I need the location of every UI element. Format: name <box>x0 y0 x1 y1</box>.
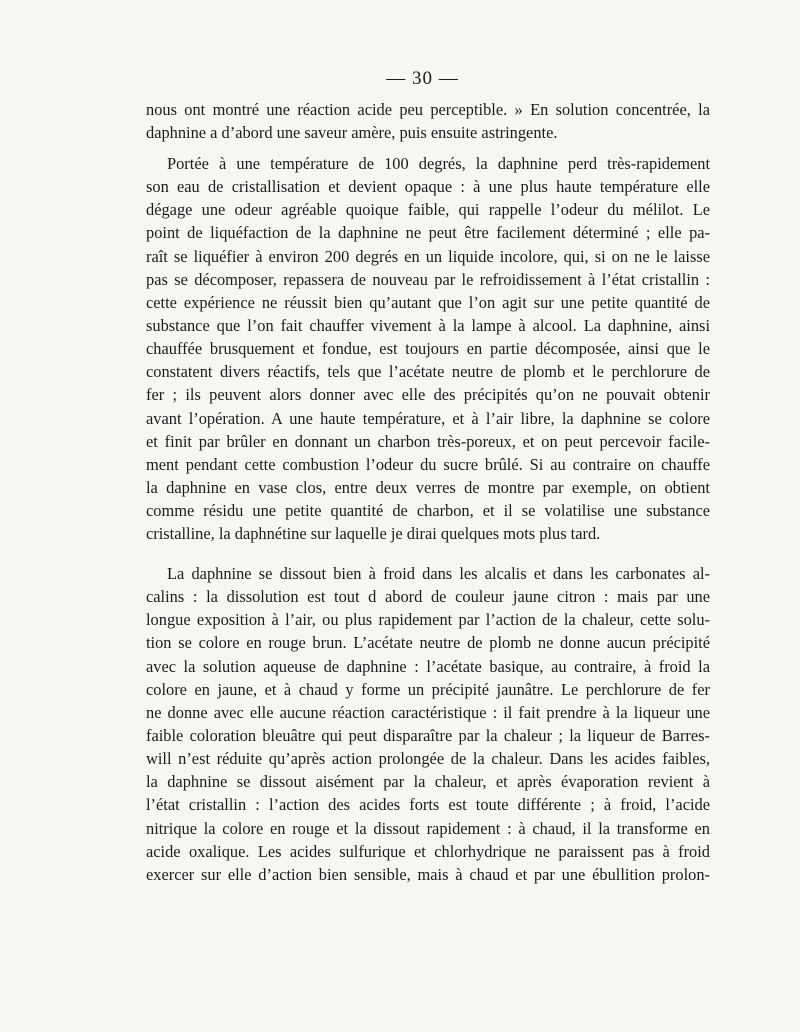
text-line: raît se liquéfier à environ 200 degrés en un liquide incolore, qui, si on ne le laisse <box>146 246 710 266</box>
paragraph-1 <box>146 98 710 144</box>
paragraph-2 <box>146 152 710 545</box>
text-line: comme résidu une petite quantité de charbon, et il se volatilise une substance <box>146 501 710 521</box>
text-line: ment pendant cette combustion l’odeur du sucre brûlé. Si au contraire on chauffe <box>146 454 710 474</box>
text-line: longue exposition à l’air, ou plus rapidement par l’action de la chaleur, cette solu- <box>146 610 710 630</box>
text-line: cette expérience ne réussit bien qu’autant que l’on agit sur une petite quantité de <box>146 292 710 312</box>
text-line: l’état cristallin : l’action des acides forts est toute différente ; à froid, l’acide <box>146 795 710 815</box>
text-line: cristalline, la daphnétine sur laquelle je dirai quelques mots plus tard. <box>146 524 601 544</box>
text-line: colore en jaune, et à chaud y forme un précipité jaunâtre. Le perchlorure de fer <box>146 679 710 699</box>
text-line: exercer sur elle d’action bien sensible, mais à chaud et par une ébullition prolon- <box>146 864 710 884</box>
text-line: la daphnine se dissout aisément par la chaleur, et après évaporation revient à <box>146 772 710 792</box>
paragraph-3 <box>146 562 710 886</box>
text-line: will n’est réduite qu’après action prolongée de la chaleur. Dans les acides faibles, <box>146 749 710 769</box>
text-line: chauffée brusquement et fondue, est toujours en partie décomposée, ainsi que le <box>146 339 710 359</box>
text-line: nous ont montré une réaction acide peu perceptible. » En solution concentrée, la <box>146 100 710 119</box>
text-line: et finit par brûler en donnant un charbon très-poreux, et on peut percevoir facile- <box>146 431 710 451</box>
text-line: calins : la dissolution est tout d abord de couleur jaune citron : mais par une <box>146 587 710 607</box>
text-line: constatent divers réactifs, tels que l’acétate neutre de plomb et le perchlorure de <box>146 362 710 382</box>
page-number: — 30 — <box>386 68 459 89</box>
text-line: la daphnine en vase clos, entre deux verres de montre par exemple, on obtient <box>146 477 710 497</box>
text-line: son eau de cristallisation et devient opaque : à une plus haute température elle <box>146 177 710 197</box>
text-line: ne donne avec elle aucune réaction caractéristique : il fait prendre à la liqueur une <box>146 702 710 722</box>
text-line: avant l’opération. A une haute température, et à l’air libre, la daphnine se colore <box>146 408 710 428</box>
text-line: dégage une odeur agréable quoique faible, qui rappelle l’odeur du mélilot. Le <box>146 200 710 220</box>
text-line: nitrique la colore en rouge et la dissout rapidement : à chaud, il la transforme en <box>146 818 710 838</box>
text-line: avec la solution aqueuse de daphnine : l’acétate basique, au contraire, à froid la <box>146 656 710 676</box>
text-line: point de liquéfaction de la daphnine ne peut être facilement déterminé ; elle pa- <box>146 223 710 243</box>
text-line: daphnine a d’abord une saveur amère, puis ensuite astringente. <box>146 123 558 143</box>
text-line: La daphnine se dissout bien à froid dans les alcalis et dans les carbonates al- <box>167 564 710 583</box>
text-line: acide oxalique. Les acides sulfurique et chlorhydrique ne paraissent pas à froid <box>146 841 710 861</box>
text-line: pas se décomposer, repassera de nouveau par le refroidissement à l’état cristallin : <box>146 269 710 289</box>
text-line: tion se colore en rouge brun. L’acétate neutre de plomb ne donne aucun précipité <box>146 633 710 653</box>
text-line: substance que l’on fait chauffer vivement à la lampe à alcool. La daphnine, ainsi <box>146 315 710 335</box>
text-line: faible coloration bleuâtre qui peut disparaître par la chaleur ; la liqueur de Barres- <box>146 725 710 745</box>
text-line: Portée à une température de 100 degrés, la daphnine perd très-rapidement <box>167 154 710 173</box>
text-line: fer ; ils peuvent alors donner avec elle des précipités qu’on ne pouvait obtenir <box>146 385 710 405</box>
